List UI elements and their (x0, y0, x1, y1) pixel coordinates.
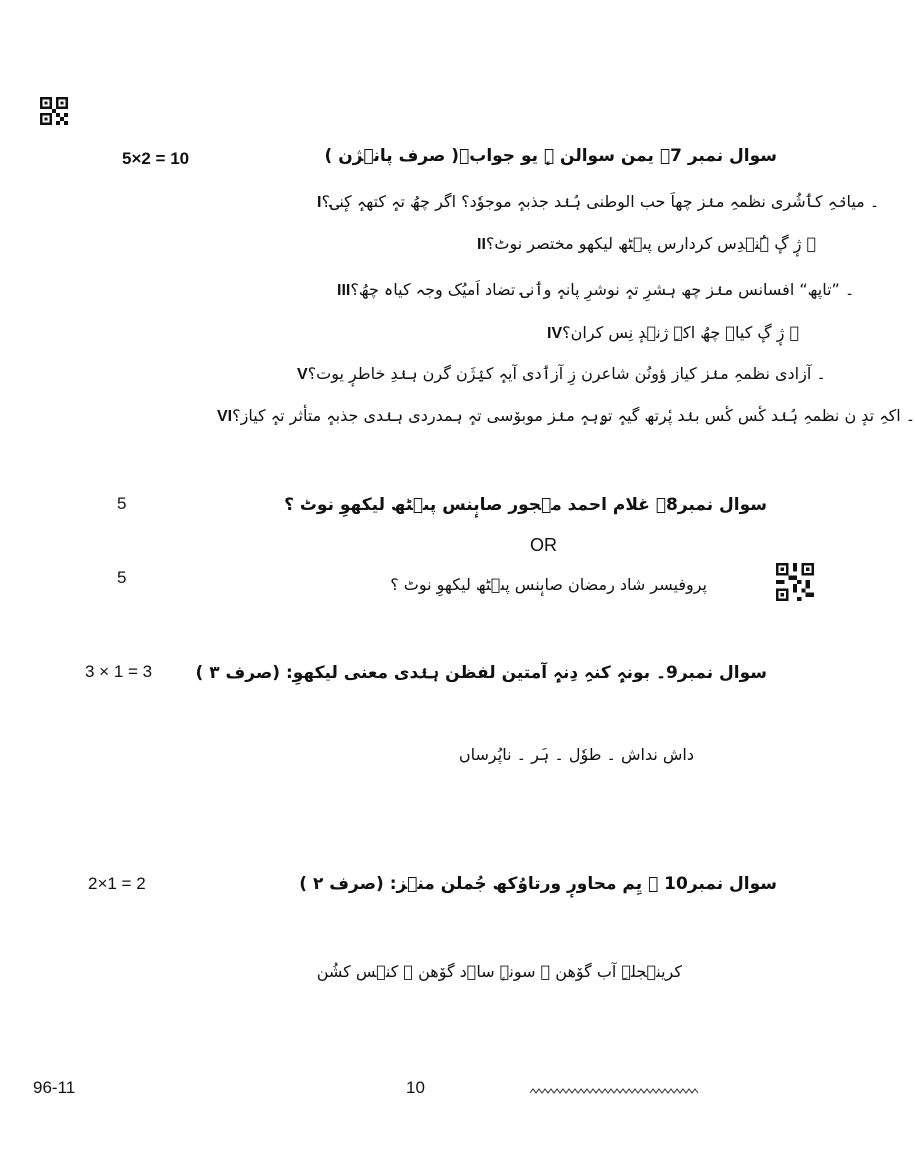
q7-item (547, 323, 800, 343)
q7-item-roman: VI (217, 408, 233, 425)
q7-item-text: ۔ میانٛہِ کٲشُری نظمہِ منٛز چھاَ حب الوطنی ہُنٛد جذبہٕ موجوٗد؟ اگر چھُ تہٕ کتھہٕ کٕنۍ؟ (321, 192, 880, 211)
q8-marks: 5 (117, 494, 127, 513)
q7-heading: سوال نمبر 7۔ یمن سوالن ہٕ یو جواب۔( صرف پانٛژن ) (324, 146, 777, 166)
q9-marks: 3 × 1 = 3 (85, 662, 153, 681)
q8-marks-alt: 5 (117, 568, 127, 587)
q7-item-roman: IV (547, 325, 563, 342)
q7-item-text: ۔ ژٕ گٕ کیاہ چھُ اکہِ ژنٛدٕ نِس کران؟ (562, 323, 800, 342)
q10-phrases: کرینٛجلہِ آب گوٚھن ۔ سونہٕ ساۄد گوٚھن ۔ کنٛس کشُن (316, 962, 682, 981)
q7-item (217, 406, 915, 426)
q7-item-text: ۔ ژٕ گٕ ہُنٛدِس کردارس پٮ۪ٹھ لیکھو مختصر نوٹ؟ (485, 234, 817, 253)
q7-item (297, 364, 826, 384)
q7-item-text: ۔ آزادی نظمہِ منٛز کیاز ؤونُن شاعرن زِ آزٲدی آیہٕ کیٛژَن گرن ہنٛدِ خاطرٕ یوت؟ (307, 364, 826, 383)
paper-code: 96-11 (33, 1078, 76, 1097)
q9-heading: سوال نمبر9۔ بونہٕ کنہِ دِنہٕ آمتین لفظن ہنٛدی معنی لیکھوِ: (صرف ۳ ) (195, 663, 767, 683)
page-number: 10 (406, 1078, 425, 1097)
q7-item-roman: III (337, 282, 351, 299)
qr-code-right (776, 563, 814, 601)
qr-code-top-left (40, 97, 68, 125)
q7-item-roman: V (297, 366, 308, 383)
q8-alternate: پروفیسر شاد رمضان صابٕنس پٮ۪ٹھ لیکھوِ نوٹ ؟ (390, 575, 707, 594)
or-separator: OR (530, 535, 557, 555)
q10-marks: 2×1 = 2 (88, 874, 146, 893)
q7-item-text: ۔ ”تاپھ“ افسانس منٛز چھ ہشرِ تہٕ نوشرِ پانہٕ وٲنۍ تضاد اَمیُک وجہ کیاہ چھُ؟ (350, 280, 855, 299)
q10-heading: سوال نمبر10 ۔ یِم محاورٕ ورتاوُکھ جُملن منٛز: (صرف ۲ ) (299, 874, 777, 894)
zigzag-decoration (530, 1082, 698, 1101)
q7-item (477, 234, 817, 254)
q7-item (337, 280, 855, 300)
q8-heading: سوال نمبر8۔ غلام احمد مہجور صابٕنس پٮ۪ٹھ لیکھوِ نوٹ ؟ (284, 495, 767, 515)
q7-item-roman: II (477, 236, 486, 253)
q7-item-roman: I (317, 194, 322, 211)
q7-marks: 5×2 = 10 (122, 149, 190, 168)
q9-words: داش نداش ۔ طوٗل ۔ ہَر ۔ ناپُرساں (458, 745, 694, 764)
q7-item-text: ۔ اکہِ تدٕ ن نظمہِ ہُنٛد کٔس کٔس بنٛد پٔرتھ گیہٕ تۄہہٕ منٛز موبوٚسی تہٕ ہمدردی ہنٛدی جذبہٕ متأثر تہٕ کیاز؟ (232, 406, 915, 425)
q7-item (317, 192, 880, 212)
